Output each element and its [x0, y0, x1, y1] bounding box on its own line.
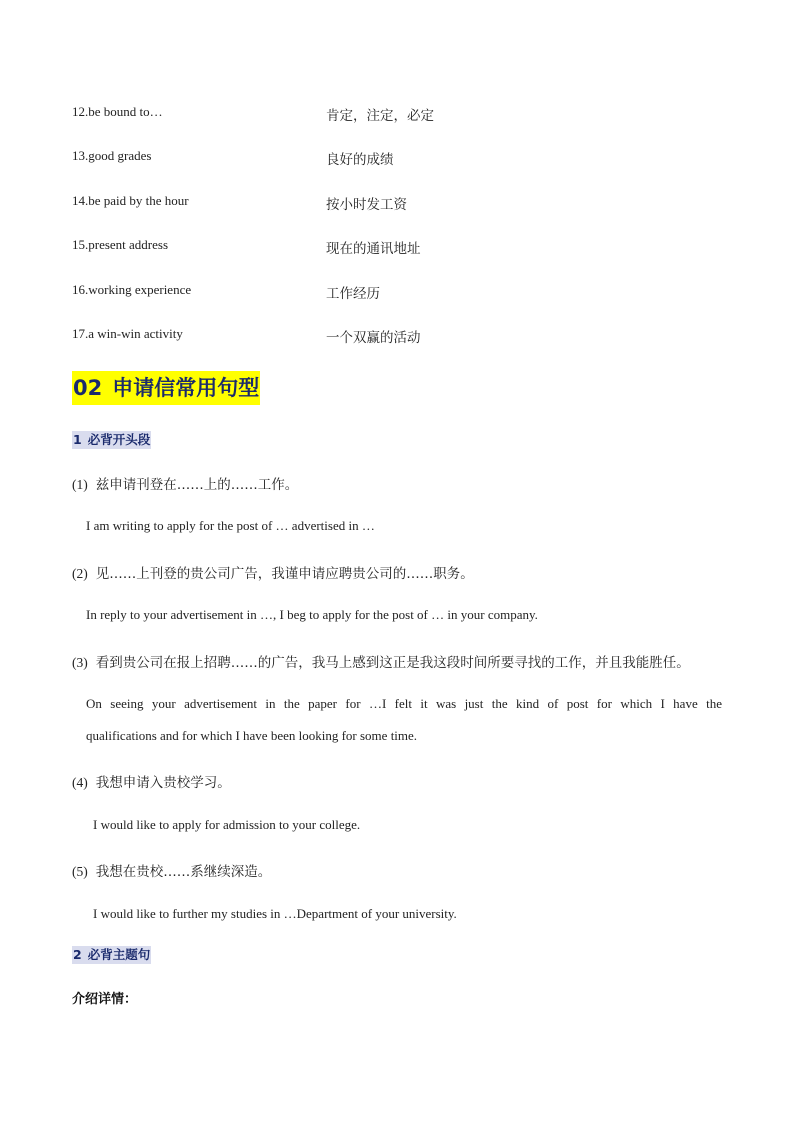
- section-heading: [72, 371, 260, 405]
- vocab-row: [72, 148, 732, 168]
- sentence-index: (2): [72, 566, 88, 581]
- sentence-chinese: [72, 651, 690, 671]
- vocab-english: 16.working experience: [72, 282, 192, 297]
- vocab-chinese: 良好的成绩: [326, 152, 394, 168]
- sentence-english-line1: On seeing your advertisement in the paper for …I felt it was just the kind of post for which I have the: [86, 696, 722, 711]
- sentence-chinese: [72, 860, 271, 880]
- sentence-english: I would like to further my studies in …Department of your university.: [93, 906, 457, 921]
- sentence-chinese-text: 我想申请入贵校学习。: [95, 775, 231, 791]
- sentence-chinese: [72, 771, 231, 791]
- vocab-row: [72, 237, 732, 257]
- vocab-row: [72, 282, 732, 302]
- sentence-chinese: [72, 562, 474, 582]
- sentence-index: (5): [72, 864, 88, 879]
- subsection-title: 必背主题句: [87, 947, 151, 962]
- sentence-english: I would like to apply for admission to your college.: [93, 817, 361, 832]
- sentence-index: (3): [72, 655, 88, 670]
- sentence-chinese-text: 见……上刊登的贵公司广告，我谨申请应聘贵公司的……职务。: [95, 566, 474, 582]
- vocab-row: [72, 193, 732, 213]
- subsection-heading: [72, 946, 151, 964]
- vocab-english: 14.be paid by the hour: [72, 193, 189, 208]
- subsection-number: 1: [73, 432, 82, 447]
- section-number: 02: [73, 376, 103, 400]
- vocab-chinese: 工作经历: [326, 286, 380, 302]
- vocab-chinese: 按小时发工资: [326, 197, 407, 213]
- sentence-english: In reply to your advertisement in …, I beg to apply for the post of … in your company.: [86, 607, 538, 622]
- sentence-chinese: [72, 473, 298, 493]
- vocab-english: 17.a win-win activity: [72, 326, 183, 341]
- sentence-index: (4): [72, 775, 88, 790]
- sentence-chinese-text: 我想在贵校……系继续深造。: [95, 864, 272, 880]
- vocab-english: 15.present address: [72, 237, 169, 252]
- sentence-english-line2: qualifications and for which I have been looking for some time.: [86, 728, 418, 743]
- details-label: 介绍详情：: [72, 992, 138, 1007]
- sentence-index: (1): [72, 477, 88, 492]
- sentence-chinese-text: 兹申请刊登在……上的……工作。: [95, 477, 299, 493]
- sentence-english: I am writing to apply for the post of … advertised in …: [86, 518, 375, 533]
- vocab-english: 13.good grades: [72, 148, 152, 163]
- vocab-english: 12.be bound to…: [72, 104, 163, 119]
- subsection-number: 2: [73, 947, 82, 962]
- vocab-row: [72, 326, 732, 346]
- subsection-heading: [72, 431, 151, 449]
- vocab-chinese: 现在的通讯地址: [326, 241, 421, 257]
- section-title: 申请信常用句型: [112, 376, 260, 400]
- vocab-chinese: 肯定，注定，必定: [326, 108, 434, 124]
- sentence-chinese-text: 看到贵公司在报上招聘……的广告，我马上感到这正是我这段时间所要寻找的工作，并且我能胜任。: [95, 655, 690, 671]
- vocab-chinese: 一个双赢的活动: [326, 330, 421, 346]
- subsection-title: 必背开头段: [87, 432, 151, 447]
- vocab-row: [72, 104, 732, 124]
